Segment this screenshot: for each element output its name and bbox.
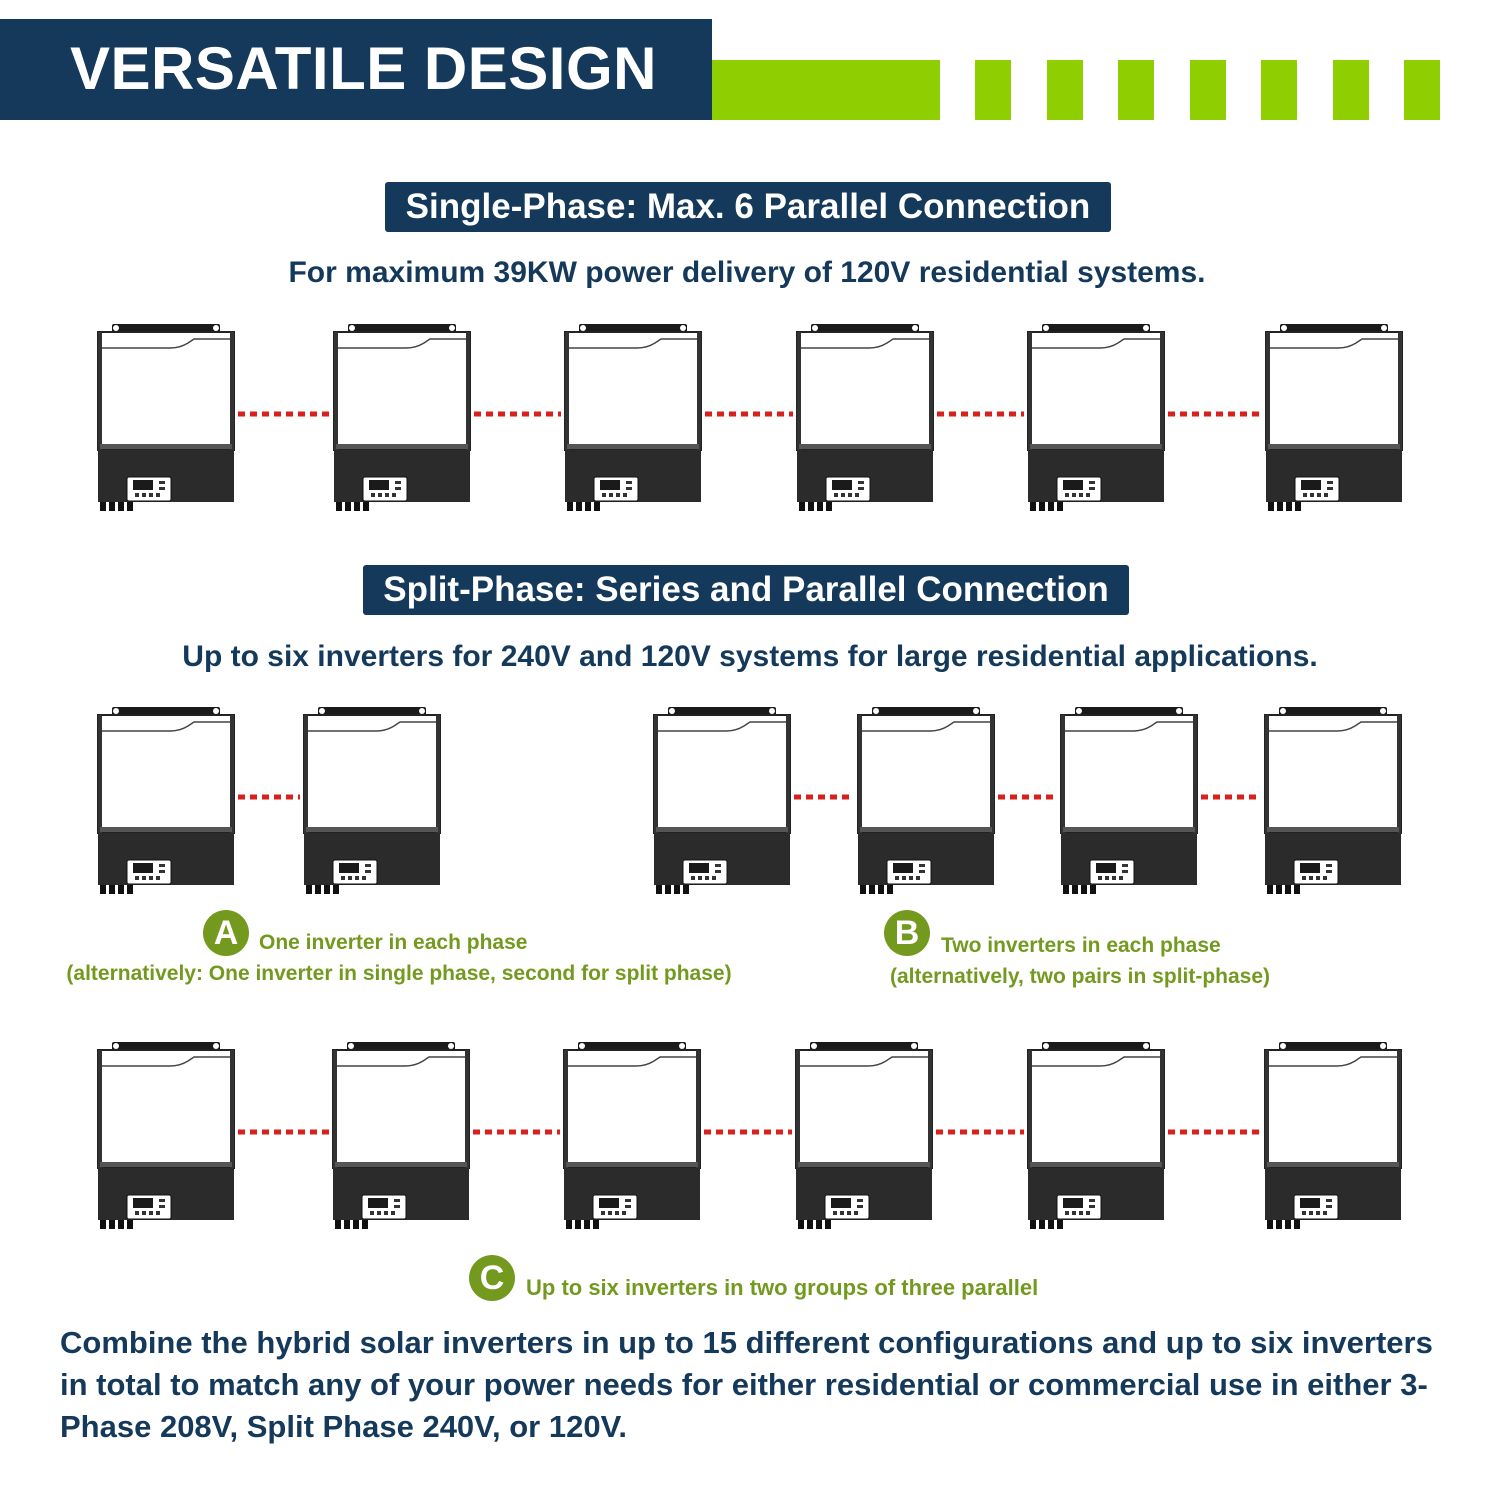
inverter-unit — [565, 324, 701, 511]
option-c-badge: C — [469, 1255, 515, 1301]
option-b-title: Two inverters in each phase — [941, 934, 1221, 957]
inverter-unit — [858, 707, 994, 894]
inverter-unit — [1266, 324, 1402, 511]
inverter-unit — [304, 707, 440, 894]
split-phase-subtitle: Up to six inverters for 240V and 120V systems for large residential applications. — [182, 640, 1318, 673]
inverter-unit — [564, 1042, 700, 1229]
option-b-subtext: (alternatively, two pairs in split-phase) — [890, 965, 1271, 988]
option-b-badge: B — [884, 910, 930, 956]
inverter-unit — [98, 324, 234, 511]
split-phase-heading: Split-Phase: Series and Parallel Connection — [363, 565, 1129, 615]
inverter-unit — [1265, 1042, 1401, 1229]
footer-description: Combine the hybrid solar inverters in up to 15 different configurations and up to six inverters in total to match any of your power needs for either residential or commercial use in either 3-Phase 208V, Split Phase 240V, or 120V. — [60, 1325, 1433, 1444]
inverter-unit — [1061, 707, 1197, 894]
page-title: VERSATILE DESIGN — [70, 35, 657, 102]
inverter-unit — [1265, 707, 1401, 894]
option-a-subtext: (alternatively: One inverter in single phase, second for split phase) — [66, 962, 732, 985]
inverter-unit — [1028, 1042, 1164, 1229]
option-a-title: One inverter in each phase — [259, 931, 528, 954]
option-c-title: Up to six inverters in two groups of three parallel — [526, 1275, 1039, 1300]
inverter-unit — [797, 324, 933, 511]
single-phase-heading: Single-Phase: Max. 6 Parallel Connection — [385, 182, 1111, 232]
inverter-unit — [796, 1042, 932, 1229]
inverter-unit — [334, 324, 470, 511]
inverter-unit — [98, 707, 234, 894]
single-phase-subtitle: For maximum 39KW power delivery of 120V residential systems. — [288, 256, 1206, 289]
inverter-unit — [654, 707, 790, 894]
option-a-badge: A — [203, 910, 249, 956]
inverter-unit — [333, 1042, 469, 1229]
inverter-unit — [98, 1042, 234, 1229]
inverter-unit — [1028, 324, 1164, 511]
